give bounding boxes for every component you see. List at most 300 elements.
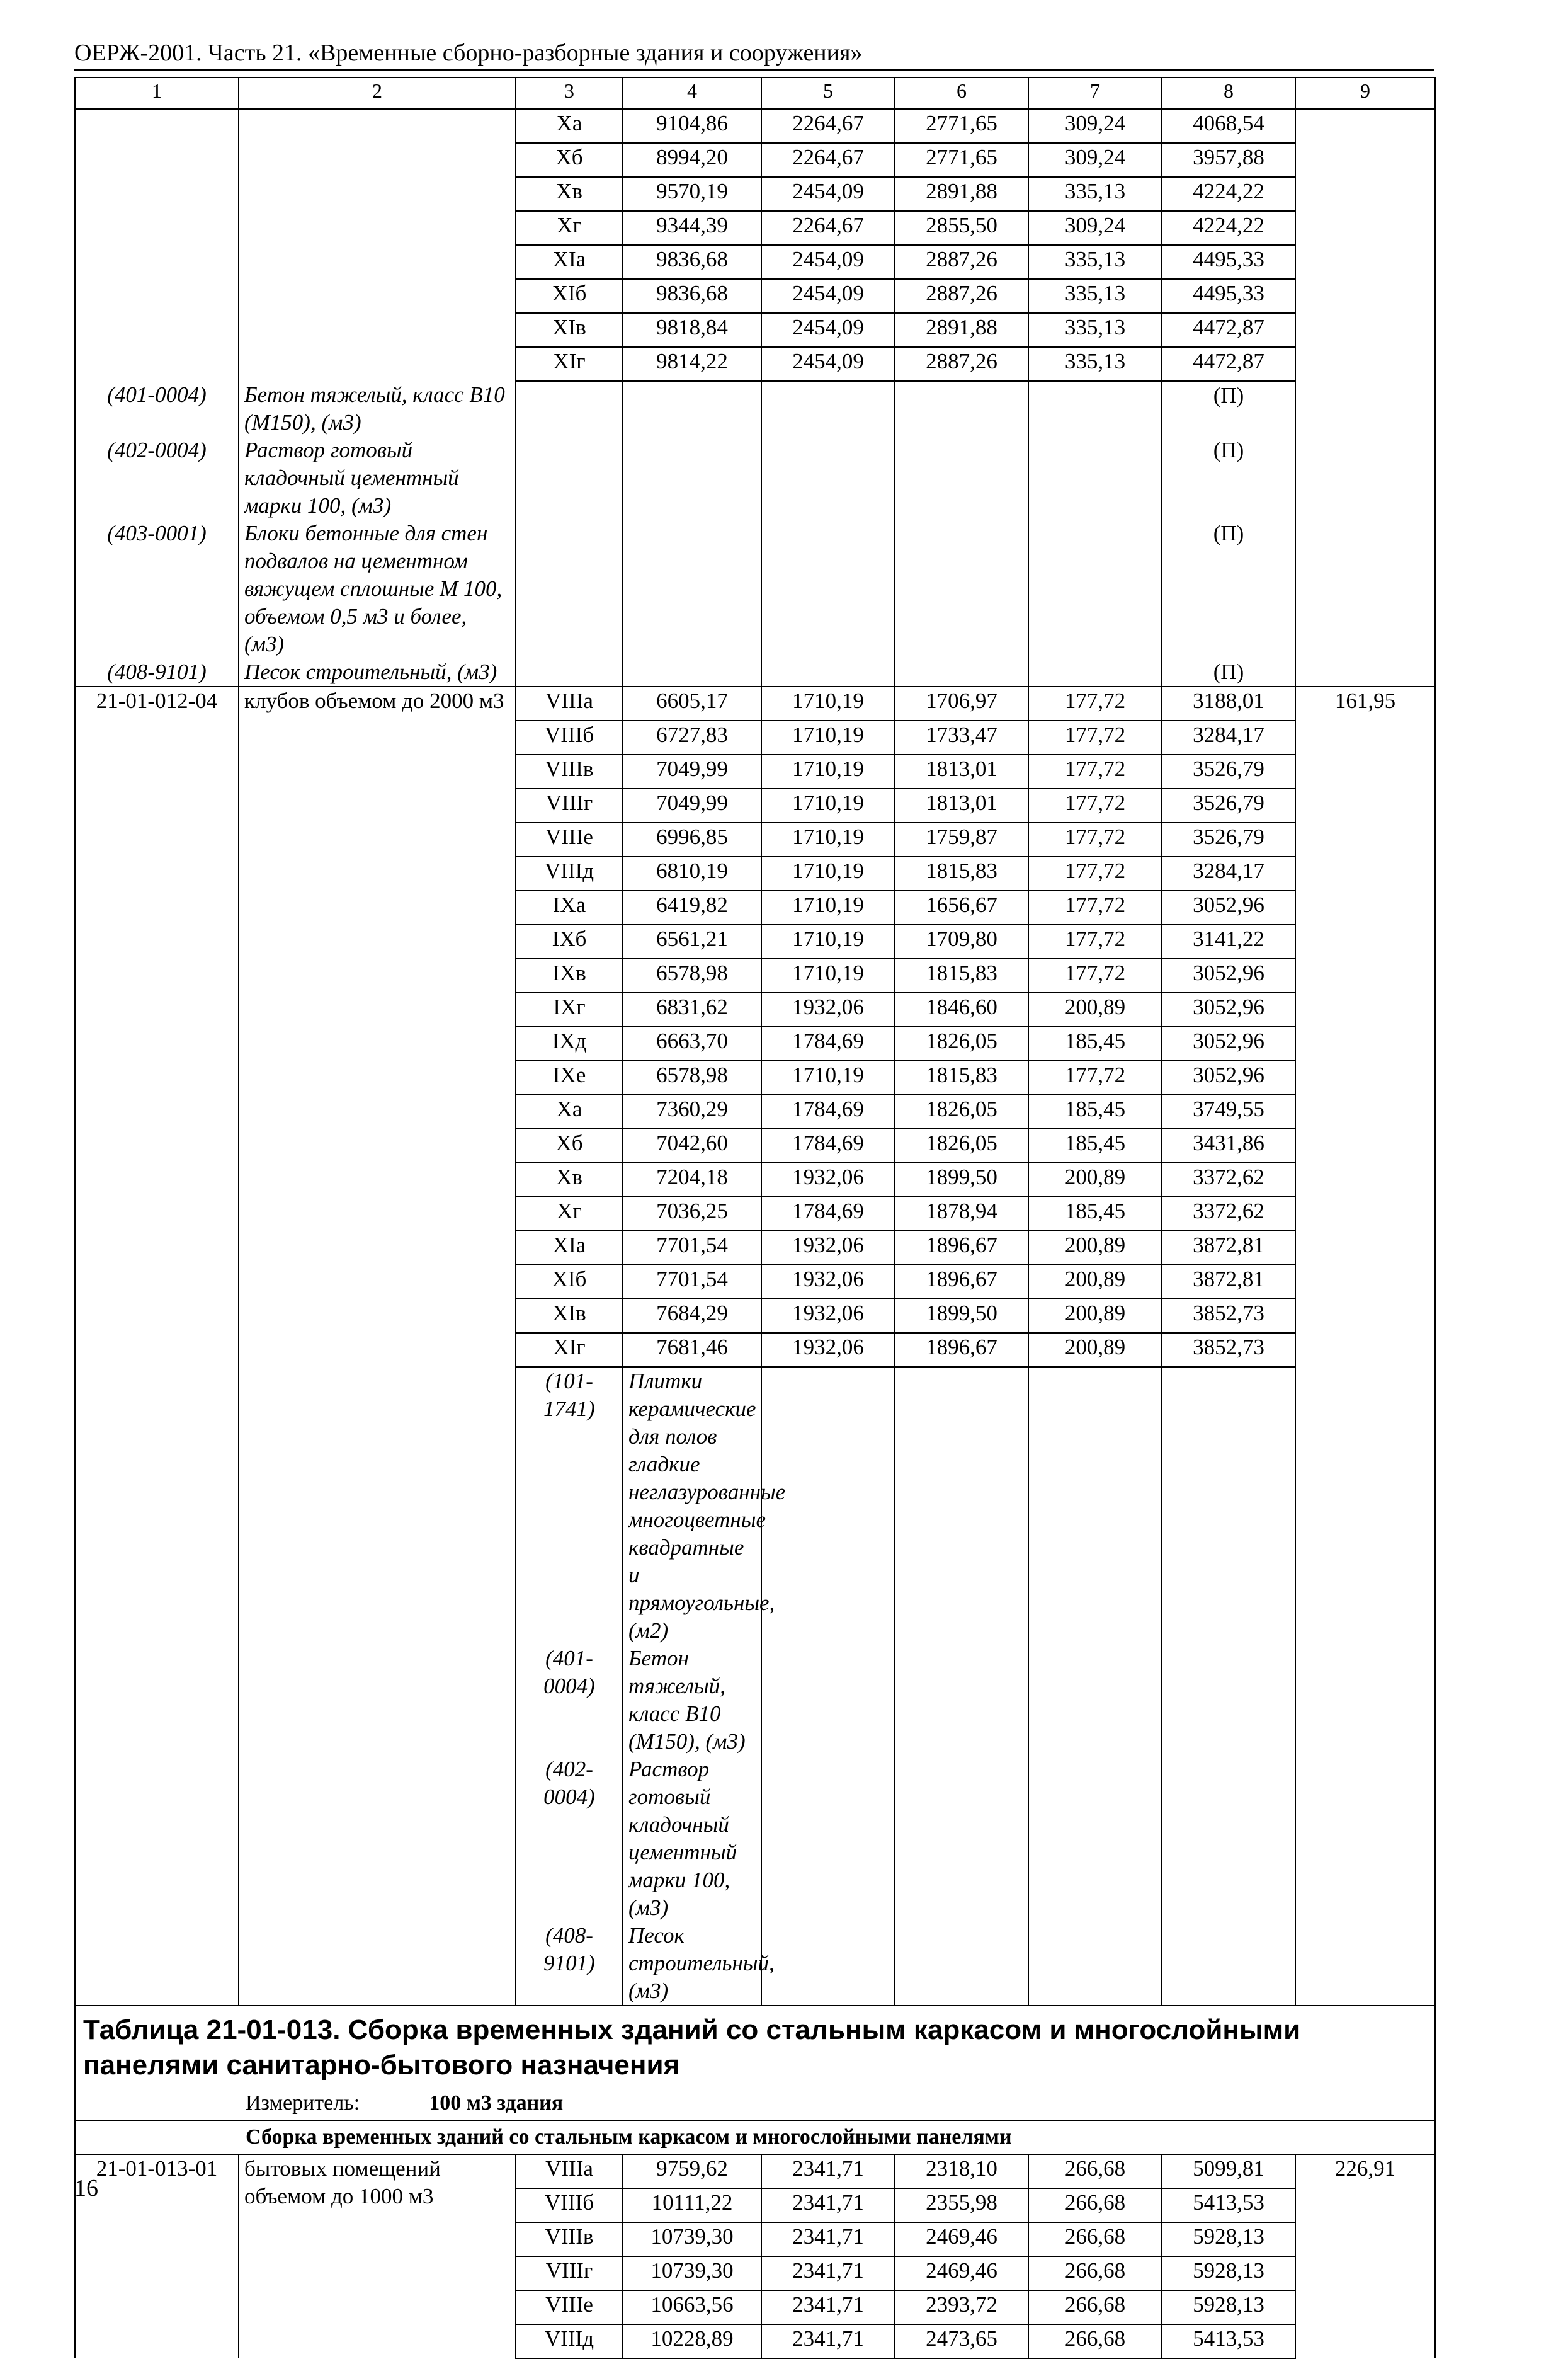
machine-cost: 2891,88 [895, 313, 1028, 347]
empty-cell [1028, 381, 1162, 437]
total-cost: 7042,60 [623, 1129, 761, 1163]
labor-cost: 1932,06 [761, 1299, 895, 1333]
material-row [75, 658, 1435, 687]
empty-cell [516, 381, 623, 437]
machinist-wage: 185,45 [1028, 1095, 1162, 1129]
labor-cost: 2454,09 [761, 313, 895, 347]
empty-cell [623, 437, 761, 520]
labor-cost: 2341,71 [761, 2154, 895, 2188]
material-cost: 3052,96 [1162, 993, 1295, 1027]
material-name: Песок строительный, (м3) [239, 658, 516, 687]
machinist-wage: 177,72 [1028, 755, 1162, 789]
total-cost: 6663,70 [623, 1027, 761, 1061]
territorial-class: VIIIe [516, 2290, 623, 2324]
labor-cost: 1710,19 [761, 959, 895, 993]
machine-cost: 1733,47 [895, 721, 1028, 755]
empty-cell [1028, 1756, 1162, 1922]
labor-cost: 1710,19 [761, 789, 895, 823]
labor-cost: 2454,09 [761, 245, 895, 279]
column-number: 5 [761, 77, 895, 109]
empty-cell [761, 1645, 895, 1756]
table-row [75, 109, 1435, 143]
machine-cost: 2855,50 [895, 211, 1028, 245]
column-number: 7 [1028, 77, 1162, 109]
material-mark: (П) [1162, 658, 1295, 687]
material-cost: 5413,53 [1162, 2324, 1295, 2358]
total-cost: 6831,62 [623, 993, 761, 1027]
territorial-class: XIв [516, 313, 623, 347]
labor-cost: 1932,06 [761, 1231, 895, 1265]
material-cost: 3872,81 [1162, 1231, 1295, 1265]
labor-hours: 226,91 [1295, 2154, 1435, 2358]
empty-cell [1295, 520, 1435, 658]
total-cost: 10739,30 [623, 2256, 761, 2290]
table-title [75, 2006, 1435, 2120]
empty-cell [895, 437, 1028, 520]
machinist-wage: 177,72 [1028, 687, 1162, 721]
machine-cost: 2771,65 [895, 143, 1028, 177]
empty-cell [895, 658, 1028, 687]
material-cost: 3526,79 [1162, 823, 1295, 857]
territorial-class: XIб [516, 1265, 623, 1299]
material-cost: 4495,33 [1162, 245, 1295, 279]
empty-cell [1028, 437, 1162, 520]
total-cost: 9814,22 [623, 347, 761, 381]
empty-cell [761, 1367, 895, 1645]
material-row [75, 437, 1435, 520]
machinist-wage: 266,68 [1028, 2290, 1162, 2324]
territorial-class: XIг [516, 347, 623, 381]
machine-cost: 1846,60 [895, 993, 1028, 1027]
territorial-class: XIг [516, 1333, 623, 1367]
labor-cost: 1932,06 [761, 1265, 895, 1299]
total-cost: 9104,86 [623, 109, 761, 143]
empty-cell [623, 381, 761, 437]
material-code: (401-0004) [516, 1645, 623, 1756]
labor-cost: 1932,06 [761, 1163, 895, 1197]
machine-cost: 1815,83 [895, 959, 1028, 993]
territorial-class: Xв [516, 177, 623, 211]
material-cost: 5413,53 [1162, 2188, 1295, 2222]
labor-cost: 2341,71 [761, 2290, 895, 2324]
empty-cell [761, 381, 895, 437]
total-cost: 9836,68 [623, 279, 761, 313]
material-name: Песок строительный, (м3) [623, 1922, 761, 2006]
labor-cost: 1784,69 [761, 1027, 895, 1061]
page-number: 16 [74, 2175, 98, 2202]
total-cost: 7036,25 [623, 1197, 761, 1231]
labor-cost: 1784,69 [761, 1095, 895, 1129]
empty-cell [1162, 1645, 1295, 1756]
machinist-wage: 177,72 [1028, 857, 1162, 891]
material-cost: 3852,73 [1162, 1333, 1295, 1367]
column-header-row [75, 77, 1435, 109]
machinist-wage: 185,45 [1028, 1027, 1162, 1061]
empty-cell [75, 109, 239, 381]
material-name: Бетон тяжелый, класс В10 (М150), (м3) [623, 1645, 761, 1756]
material-row [75, 381, 1435, 437]
machine-cost: 1826,05 [895, 1027, 1028, 1061]
material-cost: 5099,81 [1162, 2154, 1295, 2188]
machine-cost: 2887,26 [895, 245, 1028, 279]
total-cost: 9759,62 [623, 2154, 761, 2188]
empty-cell [1162, 1756, 1295, 1922]
empty-cell [1028, 658, 1162, 687]
total-cost: 8994,20 [623, 143, 761, 177]
machinist-wage: 309,24 [1028, 143, 1162, 177]
empty-cell [895, 1922, 1028, 2006]
machinist-wage: 266,68 [1028, 2188, 1162, 2222]
material-name: Плитки керамические для полов гладкие неглазурованные многоцветные квадратные и прямоугольные, (м2) [623, 1367, 761, 1645]
labor-cost: 1710,19 [761, 891, 895, 925]
material-cost: 3372,62 [1162, 1163, 1295, 1197]
empty-cell [239, 109, 516, 381]
machinist-wage: 177,72 [1028, 1061, 1162, 1095]
machinist-wage: 177,72 [1028, 823, 1162, 857]
total-cost: 7049,99 [623, 789, 761, 823]
labor-cost: 2341,71 [761, 2188, 895, 2222]
material-cost: 5928,13 [1162, 2256, 1295, 2290]
territorial-class: VIIIв [516, 2222, 623, 2256]
territorial-class: VIIIд [516, 857, 623, 891]
empty-cell [1028, 520, 1162, 658]
labor-cost: 2341,71 [761, 2324, 895, 2358]
labor-cost: 1710,19 [761, 721, 895, 755]
total-cost: 7681,46 [623, 1333, 761, 1367]
machinist-wage: 200,89 [1028, 1163, 1162, 1197]
machine-cost: 2473,65 [895, 2324, 1028, 2358]
machinist-wage: 200,89 [1028, 1333, 1162, 1367]
labor-cost: 1932,06 [761, 1333, 895, 1367]
territorial-class: IXe [516, 1061, 623, 1095]
column-number: 9 [1295, 77, 1435, 109]
total-cost: 6810,19 [623, 857, 761, 891]
machinist-wage: 309,24 [1028, 109, 1162, 143]
territorial-class: VIIIв [516, 755, 623, 789]
material-cost: 4068,54 [1162, 109, 1295, 143]
measure-label: Измеритель: [246, 2091, 360, 2115]
territorial-class: IXa [516, 891, 623, 925]
total-cost: 6996,85 [623, 823, 761, 857]
rate-name: клубов объемом до 2000 м3 [239, 687, 516, 2006]
material-cost: 4472,87 [1162, 347, 1295, 381]
total-cost: 9570,19 [623, 177, 761, 211]
machinist-wage: 177,72 [1028, 789, 1162, 823]
machine-cost: 1759,87 [895, 823, 1028, 857]
total-cost: 10228,89 [623, 2324, 761, 2358]
machinist-wage: 185,45 [1028, 1129, 1162, 1163]
total-cost: 6419,82 [623, 891, 761, 925]
empty-cell [516, 658, 623, 687]
territorial-class: Xб [516, 143, 623, 177]
empty-cell [761, 658, 895, 687]
material-cost: 3052,96 [1162, 1061, 1295, 1095]
empty-cell [1028, 1367, 1162, 1645]
territorial-class: VIIIб [516, 721, 623, 755]
material-cost: 3141,22 [1162, 925, 1295, 959]
labor-cost: 2264,67 [761, 143, 895, 177]
machinist-wage: 177,72 [1028, 959, 1162, 993]
machine-cost: 1813,01 [895, 789, 1028, 823]
territorial-class: XIa [516, 1231, 623, 1265]
machine-cost: 2887,26 [895, 347, 1028, 381]
column-number: 1 [75, 77, 239, 109]
territorial-class: XIб [516, 279, 623, 313]
total-cost: 9344,39 [623, 211, 761, 245]
machinist-wage: 266,68 [1028, 2324, 1162, 2358]
labor-cost: 2341,71 [761, 2256, 895, 2290]
machine-cost: 2771,65 [895, 109, 1028, 143]
rate-code: 21-01-013-01 [75, 2154, 239, 2358]
material-cost: 3052,96 [1162, 1027, 1295, 1061]
table-subtitle [75, 2120, 1435, 2154]
total-cost: 7204,18 [623, 1163, 761, 1197]
material-cost: 3284,17 [1162, 721, 1295, 755]
labor-cost: 2454,09 [761, 279, 895, 313]
empty-cell [1295, 109, 1435, 381]
labor-cost: 1710,19 [761, 925, 895, 959]
labor-hours: 161,95 [1295, 687, 1435, 2006]
total-cost: 7684,29 [623, 1299, 761, 1333]
material-cost: 3526,79 [1162, 755, 1295, 789]
total-cost: 7701,54 [623, 1231, 761, 1265]
material-cost: 3749,55 [1162, 1095, 1295, 1129]
table-row [75, 2154, 1435, 2188]
total-cost: 7701,54 [623, 1265, 761, 1299]
column-number: 6 [895, 77, 1028, 109]
material-cost: 3372,62 [1162, 1197, 1295, 1231]
material-cost: 3188,01 [1162, 687, 1295, 721]
machinist-wage: 266,68 [1028, 2154, 1162, 2188]
machine-cost: 2355,98 [895, 2188, 1028, 2222]
machine-cost: 2469,46 [895, 2222, 1028, 2256]
material-row [75, 520, 1435, 658]
total-cost: 6605,17 [623, 687, 761, 721]
labor-cost: 2341,71 [761, 2222, 895, 2256]
material-name: Блоки бетонные для стен подвалов на цементном вяжущем сплошные М 100, объемом 0,5 м3 и более, (м3) [239, 520, 516, 658]
machinist-wage: 335,13 [1028, 313, 1162, 347]
labor-cost: 1710,19 [761, 857, 895, 891]
total-cost: 6578,98 [623, 1061, 761, 1095]
table-subtitle-cell [75, 2120, 1435, 2154]
empty-cell [623, 658, 761, 687]
labor-cost: 2454,09 [761, 177, 895, 211]
labor-cost: 1784,69 [761, 1197, 895, 1231]
labor-cost: 1710,19 [761, 687, 895, 721]
column-number: 8 [1162, 77, 1295, 109]
machine-cost: 2891,88 [895, 177, 1028, 211]
material-code: (402-0004) [516, 1756, 623, 1922]
rate-code: 21-01-012-04 [75, 687, 239, 2006]
territorial-class: VIIIa [516, 687, 623, 721]
total-cost: 10663,56 [623, 2290, 761, 2324]
empty-cell [623, 520, 761, 658]
total-cost: 6727,83 [623, 721, 761, 755]
machine-cost: 1813,01 [895, 755, 1028, 789]
total-cost: 10739,30 [623, 2222, 761, 2256]
material-cost: 3957,88 [1162, 143, 1295, 177]
empty-cell [1028, 1645, 1162, 1756]
material-cost: 5928,13 [1162, 2222, 1295, 2256]
labor-cost: 2264,67 [761, 109, 895, 143]
machine-cost: 1826,05 [895, 1129, 1028, 1163]
machine-cost: 2393,72 [895, 2290, 1028, 2324]
labor-cost: 2264,67 [761, 211, 895, 245]
column-number: 3 [516, 77, 623, 109]
labor-cost: 1784,69 [761, 1129, 895, 1163]
machinist-wage: 200,89 [1028, 1231, 1162, 1265]
machinist-wage: 335,13 [1028, 347, 1162, 381]
machine-cost: 1709,80 [895, 925, 1028, 959]
territorial-class: Xв [516, 1163, 623, 1197]
territorial-class: Xa [516, 109, 623, 143]
labor-cost: 1710,19 [761, 823, 895, 857]
total-cost: 9836,68 [623, 245, 761, 279]
labor-cost: 1710,19 [761, 755, 895, 789]
material-cost: 5928,13 [1162, 2290, 1295, 2324]
material-code: (402-0004) [75, 437, 239, 520]
machine-cost: 2318,10 [895, 2154, 1028, 2188]
material-cost: 3052,96 [1162, 891, 1295, 925]
material-name: Бетон тяжелый, класс В10 (М150), (м3) [239, 381, 516, 437]
territorial-class: Xг [516, 1197, 623, 1231]
machine-cost: 1815,83 [895, 857, 1028, 891]
rates-table [74, 77, 1436, 2359]
measure-value: 100 м3 здания [429, 2091, 564, 2115]
material-cost: 4224,22 [1162, 211, 1295, 245]
machinist-wage: 200,89 [1028, 1265, 1162, 1299]
material-cost: 3852,73 [1162, 1299, 1295, 1333]
machine-cost: 1656,67 [895, 891, 1028, 925]
machinist-wage: 266,68 [1028, 2256, 1162, 2290]
labor-cost: 2454,09 [761, 347, 895, 381]
machinist-wage: 309,24 [1028, 211, 1162, 245]
material-cost: 3872,81 [1162, 1265, 1295, 1299]
territorial-class: IXд [516, 1027, 623, 1061]
machinist-wage: 335,13 [1028, 245, 1162, 279]
material-cost: 3284,17 [1162, 857, 1295, 891]
territorial-class: VIIIг [516, 789, 623, 823]
empty-cell [1162, 1367, 1295, 1645]
territorial-class: Xa [516, 1095, 623, 1129]
territorial-class: IXв [516, 959, 623, 993]
machine-cost: 1815,83 [895, 1061, 1028, 1095]
machinist-wage: 335,13 [1028, 177, 1162, 211]
material-code: (408-9101) [516, 1922, 623, 2006]
total-cost: 10111,22 [623, 2188, 761, 2222]
material-cost: 3431,86 [1162, 1129, 1295, 1163]
machinist-wage: 177,72 [1028, 721, 1162, 755]
empty-cell [516, 520, 623, 658]
territorial-class: VIIIг [516, 2256, 623, 2290]
empty-cell [895, 520, 1028, 658]
material-code: (403-0001) [75, 520, 239, 658]
header-rule [74, 69, 1434, 71]
territorial-class: VIIIб [516, 2188, 623, 2222]
page-header: ОЕРЖ-2001. Часть 21. «Временные сборно-разборные здания и сооружения» [74, 40, 863, 66]
material-cost: 3052,96 [1162, 959, 1295, 993]
labor-cost: 1710,19 [761, 1061, 895, 1095]
material-mark: (П) [1162, 520, 1295, 658]
territorial-class: IXб [516, 925, 623, 959]
empty-cell [761, 1922, 895, 2006]
material-code: (101-1741) [516, 1367, 623, 1645]
total-cost: 6578,98 [623, 959, 761, 993]
empty-cell [895, 381, 1028, 437]
table-title-cell [75, 2006, 1435, 2120]
material-cost: 4495,33 [1162, 279, 1295, 313]
measure-line [81, 2087, 1429, 2120]
territorial-class: VIIIe [516, 823, 623, 857]
territorial-class: VIIIa [516, 2154, 623, 2188]
table-13-title: Таблица 21-01-013. Сборка временных зданий со стальным каркасом и многослойными панелями санитарно-бытового назначения [83, 2014, 1301, 2081]
material-mark: (П) [1162, 437, 1295, 520]
empty-cell [761, 437, 895, 520]
section-subtitle: Сборка временных зданий со стальным каркасом и многослойными панелями [246, 2125, 1012, 2149]
machine-cost: 2469,46 [895, 2256, 1028, 2290]
machine-cost: 1826,05 [895, 1095, 1028, 1129]
material-code: (401-0004) [75, 381, 239, 437]
machine-cost: 1706,97 [895, 687, 1028, 721]
material-mark: (П) [1162, 381, 1295, 437]
material-cost: 4224,22 [1162, 177, 1295, 211]
machinist-wage: 335,13 [1028, 279, 1162, 313]
total-cost: 7360,29 [623, 1095, 761, 1129]
machinist-wage: 177,72 [1028, 925, 1162, 959]
territorial-class: IXг [516, 993, 623, 1027]
machinist-wage: 200,89 [1028, 1299, 1162, 1333]
material-cost: 4472,87 [1162, 313, 1295, 347]
machine-cost: 1896,67 [895, 1333, 1028, 1367]
machinist-wage: 185,45 [1028, 1197, 1162, 1231]
machinist-wage: 177,72 [1028, 891, 1162, 925]
empty-cell [1162, 1922, 1295, 2006]
empty-cell [895, 1367, 1028, 1645]
material-name: Раствор готовый кладочный цементный марки 100, (м3) [239, 437, 516, 520]
empty-cell [1028, 1922, 1162, 2006]
material-name: Раствор готовый кладочный цементный марки 100, (м3) [623, 1756, 761, 1922]
machine-cost: 1899,50 [895, 1299, 1028, 1333]
empty-cell [761, 520, 895, 658]
machinist-wage: 200,89 [1028, 993, 1162, 1027]
empty-cell [895, 1645, 1028, 1756]
machine-cost: 1896,67 [895, 1231, 1028, 1265]
total-cost: 9818,84 [623, 313, 761, 347]
territorial-class: Xг [516, 211, 623, 245]
empty-cell [1295, 381, 1435, 437]
machine-cost: 1896,67 [895, 1265, 1028, 1299]
empty-cell [895, 1756, 1028, 1922]
table-row [75, 687, 1435, 721]
territorial-class: VIIIд [516, 2324, 623, 2358]
labor-cost: 1932,06 [761, 993, 895, 1027]
empty-cell [1295, 658, 1435, 687]
empty-cell [761, 1756, 895, 1922]
machinist-wage: 266,68 [1028, 2222, 1162, 2256]
empty-cell [516, 437, 623, 520]
territorial-class: Xб [516, 1129, 623, 1163]
total-cost: 7049,99 [623, 755, 761, 789]
machine-cost: 1878,94 [895, 1197, 1028, 1231]
material-cost: 3526,79 [1162, 789, 1295, 823]
column-number: 2 [239, 77, 516, 109]
column-number: 4 [623, 77, 761, 109]
territorial-class: XIa [516, 245, 623, 279]
machine-cost: 2887,26 [895, 279, 1028, 313]
machine-cost: 1899,50 [895, 1163, 1028, 1197]
empty-cell [1295, 437, 1435, 520]
rate-name: бытовых помещений объемом до 1000 м3 [239, 2154, 516, 2358]
